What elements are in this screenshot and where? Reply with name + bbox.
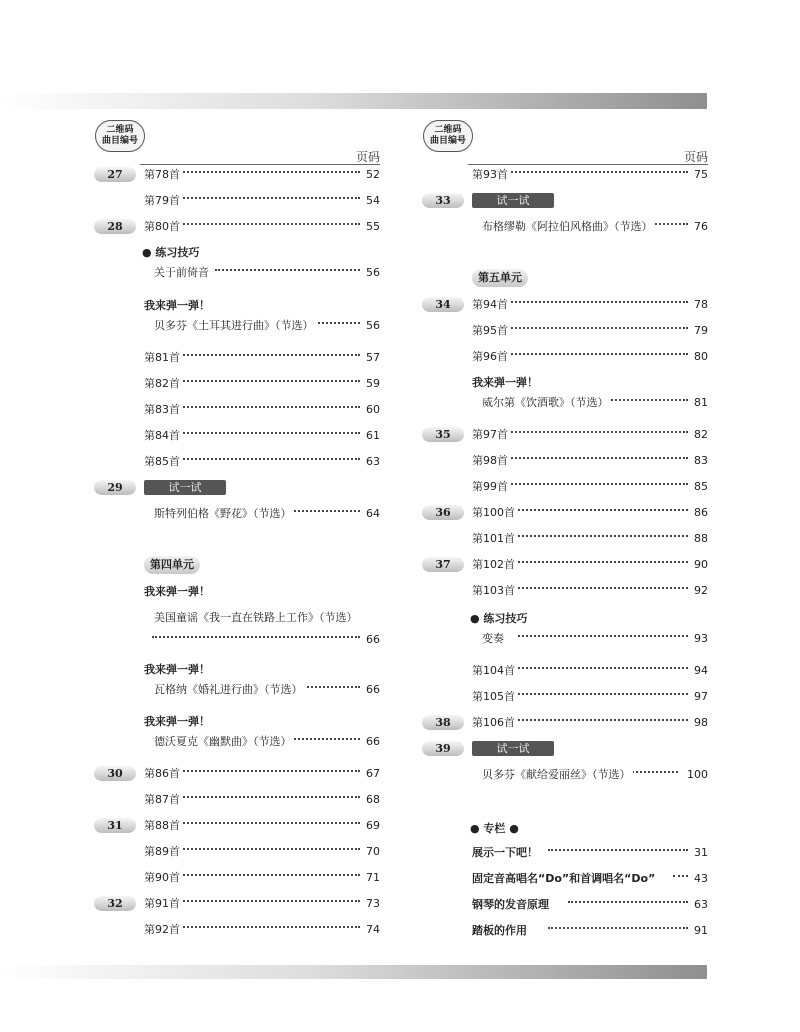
qr-code-badge: 二维码 曲目编号 [423, 120, 473, 152]
toc-row[interactable] [418, 581, 708, 601]
page-number: 91 [692, 921, 708, 941]
leader-dots [508, 457, 688, 463]
toc-row[interactable] [418, 165, 708, 185]
entry-label: 第104首 [472, 661, 517, 681]
track-number-badge: 30 [94, 766, 136, 781]
track-number-badge: 32 [94, 896, 136, 911]
toc-row[interactable] [90, 400, 380, 420]
leader-dots [518, 587, 688, 593]
entry-label: 固定音高唱名“Do”和首调唱名“Do” [472, 869, 657, 889]
leader-dots [180, 406, 360, 412]
play-it-heading: 我来弹一弹！ [144, 712, 212, 732]
toc-row[interactable] [418, 425, 708, 445]
page-label: 页码 [355, 150, 380, 164]
leader-dots [180, 171, 360, 177]
track-number-badge: 38 [422, 715, 464, 730]
entry-label: 贝多芬《土耳其进行曲》（节选） [154, 316, 316, 336]
toc-row[interactable] [418, 843, 708, 863]
toc-row[interactable] [418, 765, 708, 785]
entry-label: 第102首 [472, 555, 517, 575]
toc-row[interactable] [90, 452, 380, 472]
track-number-badge: 29 [94, 480, 136, 495]
toc-row[interactable] [418, 555, 708, 575]
toc-row[interactable] [90, 263, 380, 283]
qr-code-badge: 二维码 曲目编号 [95, 120, 145, 152]
leader-dots [518, 693, 688, 699]
toc-row[interactable] [90, 790, 380, 810]
toc-row[interactable] [90, 426, 380, 446]
leader-dots [180, 380, 360, 386]
toc-row[interactable] [418, 393, 708, 413]
toc-row[interactable] [418, 191, 708, 211]
entry-label: 第101首 [472, 529, 517, 549]
page-number: 88 [692, 529, 708, 549]
page-number: 59 [364, 374, 380, 394]
entry-label: 第103首 [472, 581, 517, 601]
leader-dots [180, 197, 360, 203]
entry-label: 变奏 [482, 629, 506, 649]
section-heading [90, 582, 380, 602]
leader-dots [310, 322, 360, 328]
leader-dots [673, 875, 688, 881]
page-number: 31 [692, 843, 708, 863]
page-number: 83 [692, 451, 708, 471]
page-number: 100 [685, 765, 708, 785]
entry-label: 第94首 [472, 295, 510, 315]
leader-dots [180, 354, 360, 360]
section-heading [90, 243, 380, 263]
toc-row[interactable] [90, 348, 380, 368]
toc-row[interactable] [418, 477, 708, 497]
entry-label: 第87首 [144, 790, 182, 810]
try-it-box: 试一试 [472, 193, 554, 208]
leader-dots [290, 510, 360, 516]
page-number: 54 [364, 191, 380, 211]
track-number-badge: 33 [422, 193, 464, 208]
toc-row[interactable] [418, 869, 708, 889]
entry-label: 第78首 [144, 165, 182, 185]
entry-label: 贝多芬《献给爱丽丝》（节选） [482, 765, 633, 785]
entry-label: 第84首 [144, 426, 182, 446]
page-number: 93 [692, 629, 708, 649]
section-heading [418, 609, 708, 629]
track-number-badge: 37 [422, 557, 464, 572]
toc-row[interactable] [418, 739, 708, 759]
leader-dots [568, 901, 688, 907]
page-number: 43 [692, 869, 708, 889]
bottom-gray-band [0, 965, 707, 979]
page-number: 73 [364, 894, 380, 914]
leader-dots [628, 771, 678, 777]
section-heading [418, 819, 708, 839]
toc-row[interactable] [90, 764, 380, 784]
page-number: 97 [692, 687, 708, 707]
page-number: 69 [364, 816, 380, 836]
track-number-badge: 36 [422, 505, 464, 520]
top-gray-band [0, 93, 707, 109]
unit-heading-row [418, 269, 708, 289]
page-number: 98 [692, 713, 708, 733]
page-number: 75 [692, 165, 708, 185]
leader-dots [548, 849, 688, 855]
play-it-heading: 我来弹一弹！ [144, 660, 212, 680]
page-number: 90 [692, 555, 708, 575]
practice-skills-heading: ● 练习技巧 [142, 243, 201, 263]
leader-dots [180, 432, 360, 438]
unit-five-heading: 第五单元 [472, 269, 528, 287]
toc-row[interactable] [418, 661, 708, 681]
toc-row[interactable] [90, 608, 380, 628]
entry-label: 布格缪勒《阿拉伯风格曲》（节选） [482, 217, 655, 237]
leader-dots [180, 822, 360, 828]
entry-label: 第97首 [472, 425, 510, 445]
entry-label: 第82首 [144, 374, 182, 394]
entry-label: 第81首 [144, 348, 182, 368]
section-heading [90, 660, 380, 680]
toc-row[interactable] [418, 295, 708, 315]
toc-row[interactable] [418, 529, 708, 549]
leader-dots [608, 399, 688, 405]
entry-label: 第96首 [472, 347, 510, 367]
toc-row[interactable] [90, 816, 380, 836]
toc-row[interactable] [90, 165, 380, 185]
page-number: 78 [692, 295, 708, 315]
try-it-box: 试一试 [144, 480, 226, 495]
leader-dots [152, 636, 360, 642]
column-feature-heading: ● 专栏 ● [470, 819, 521, 839]
entry-label: 第99首 [472, 477, 510, 497]
play-it-heading: 我来弹一弹！ [144, 296, 212, 316]
entry-label: 第95首 [472, 321, 510, 341]
leader-dots [508, 327, 688, 333]
toc-row[interactable] [418, 687, 708, 707]
page-number: 52 [364, 165, 380, 185]
entry-label: 第83首 [144, 400, 182, 420]
toc-row[interactable] [90, 630, 380, 650]
section-heading [90, 296, 380, 316]
left-toc-column [90, 118, 380, 958]
leader-dots [180, 770, 360, 776]
page-number: 61 [364, 426, 380, 446]
entry-label: 第91首 [144, 894, 182, 914]
page-number: 55 [364, 217, 380, 237]
leader-dots [518, 667, 688, 673]
leader-dots [508, 301, 688, 307]
page-number: 70 [364, 842, 380, 862]
toc-row[interactable] [418, 713, 708, 733]
track-number-badge: 39 [422, 741, 464, 756]
entry-label: 瓦格纳《婚礼进行曲》（节选） [154, 680, 305, 700]
leader-dots [180, 874, 360, 880]
leader-dots [518, 509, 688, 515]
toc-row[interactable] [90, 868, 380, 888]
page-number: 60 [364, 400, 380, 420]
page-number: 71 [364, 868, 380, 888]
leader-dots [508, 353, 688, 359]
leader-dots [518, 535, 688, 541]
page-number: 85 [692, 477, 708, 497]
toc-row[interactable] [90, 217, 380, 237]
entry-label: 第92首 [144, 920, 182, 940]
entry-label: 美国童谣《我一直在铁路上工作》（节选） [154, 611, 358, 624]
page-number: 68 [364, 790, 380, 810]
leader-dots [508, 171, 688, 177]
page-label: 页码 [683, 150, 708, 164]
entry-label: 第86首 [144, 764, 182, 784]
track-number-badge: 35 [422, 427, 464, 442]
play-it-heading: 我来弹一弹！ [472, 373, 540, 393]
entry-label: 第105首 [472, 687, 517, 707]
section-heading [418, 373, 708, 393]
toc-row[interactable] [90, 680, 380, 700]
toc-row[interactable] [90, 842, 380, 862]
entry-label: 德沃夏克《幽默曲》（节选） [154, 732, 294, 752]
toc-row[interactable] [90, 732, 380, 752]
entry-label: 第80首 [144, 217, 182, 237]
entry-label: 第89首 [144, 842, 182, 862]
toc-row[interactable] [90, 191, 380, 211]
toc-row[interactable] [90, 478, 380, 498]
leader-dots [180, 900, 360, 906]
leader-dots [215, 269, 360, 275]
entry-label: 第106首 [472, 713, 517, 733]
play-it-heading: 我来弹一弹！ [144, 582, 212, 602]
practice-skills-heading: ● 练习技巧 [470, 609, 529, 629]
page-number: 74 [364, 920, 380, 940]
page-number: 57 [364, 348, 380, 368]
toc-row[interactable] [90, 504, 380, 524]
page-number: 86 [692, 503, 708, 523]
toc-row[interactable] [90, 920, 380, 940]
track-number-badge: 34 [422, 297, 464, 312]
track-number-badge: 27 [94, 167, 136, 182]
page-number: 81 [692, 393, 708, 413]
page-number: 66 [364, 630, 380, 650]
leader-dots [290, 738, 360, 744]
right-toc-column [418, 118, 708, 958]
entry-label: 第98首 [472, 451, 510, 471]
leader-dots [180, 223, 360, 229]
toc-row[interactable] [90, 374, 380, 394]
toc-row[interactable] [418, 321, 708, 341]
toc-row[interactable] [418, 921, 708, 941]
entry-label: 第79首 [144, 191, 182, 211]
leader-dots [508, 483, 688, 489]
leader-dots [180, 458, 360, 464]
leader-dots [180, 848, 360, 854]
page-number: 66 [364, 680, 380, 700]
unit-heading-row [90, 556, 380, 576]
page-number: 82 [692, 425, 708, 445]
entry-label: 第100首 [472, 503, 517, 523]
section-heading [90, 712, 380, 732]
entry-label: 踏板的作用 [472, 921, 529, 941]
toc-row[interactable] [418, 503, 708, 523]
page-number: 92 [692, 581, 708, 601]
entry-label: 威尔第《饮酒歌》（节选） [482, 393, 611, 413]
track-number-badge: 28 [94, 219, 136, 234]
entry-label: 第90首 [144, 868, 182, 888]
toc-row[interactable] [418, 629, 708, 649]
toc-row[interactable] [418, 347, 708, 367]
leader-dots [518, 635, 688, 641]
leader-dots [180, 796, 360, 802]
entry-label: 展示一下吧！ [472, 843, 540, 863]
entry-label: 第85首 [144, 452, 182, 472]
leader-dots [518, 561, 688, 567]
leader-dots [508, 431, 688, 437]
track-number-badge: 31 [94, 818, 136, 833]
page-number: 56 [364, 316, 380, 336]
entry-label: 斯特列伯格《野花》（节选） [154, 504, 294, 524]
toc-row[interactable] [90, 894, 380, 914]
leader-dots [300, 686, 360, 692]
unit-four-heading: 第四单元 [144, 556, 200, 574]
try-it-box: 试一试 [472, 741, 554, 756]
entry-label: 第93首 [472, 165, 510, 185]
page-number: 94 [692, 661, 708, 681]
page-number: 80 [692, 347, 708, 367]
toc-row[interactable] [418, 451, 708, 471]
toc-row[interactable] [90, 316, 380, 336]
toc-row[interactable] [418, 217, 708, 237]
leader-dots [180, 926, 360, 932]
toc-row[interactable] [418, 895, 708, 915]
leader-dots [518, 719, 688, 725]
entry-label: 关于前倚音 [154, 263, 211, 283]
page-number: 66 [364, 732, 380, 752]
page-number: 63 [364, 452, 380, 472]
page-number: 64 [364, 504, 380, 524]
entry-label: 钢琴的发音原理 [472, 895, 551, 915]
page-number: 76 [692, 217, 708, 237]
leader-dots [548, 927, 688, 933]
page-number: 63 [692, 895, 708, 915]
page-number: 67 [364, 764, 380, 784]
entry-label: 第88首 [144, 816, 182, 836]
page-number: 56 [364, 263, 380, 283]
page-number: 79 [692, 321, 708, 341]
